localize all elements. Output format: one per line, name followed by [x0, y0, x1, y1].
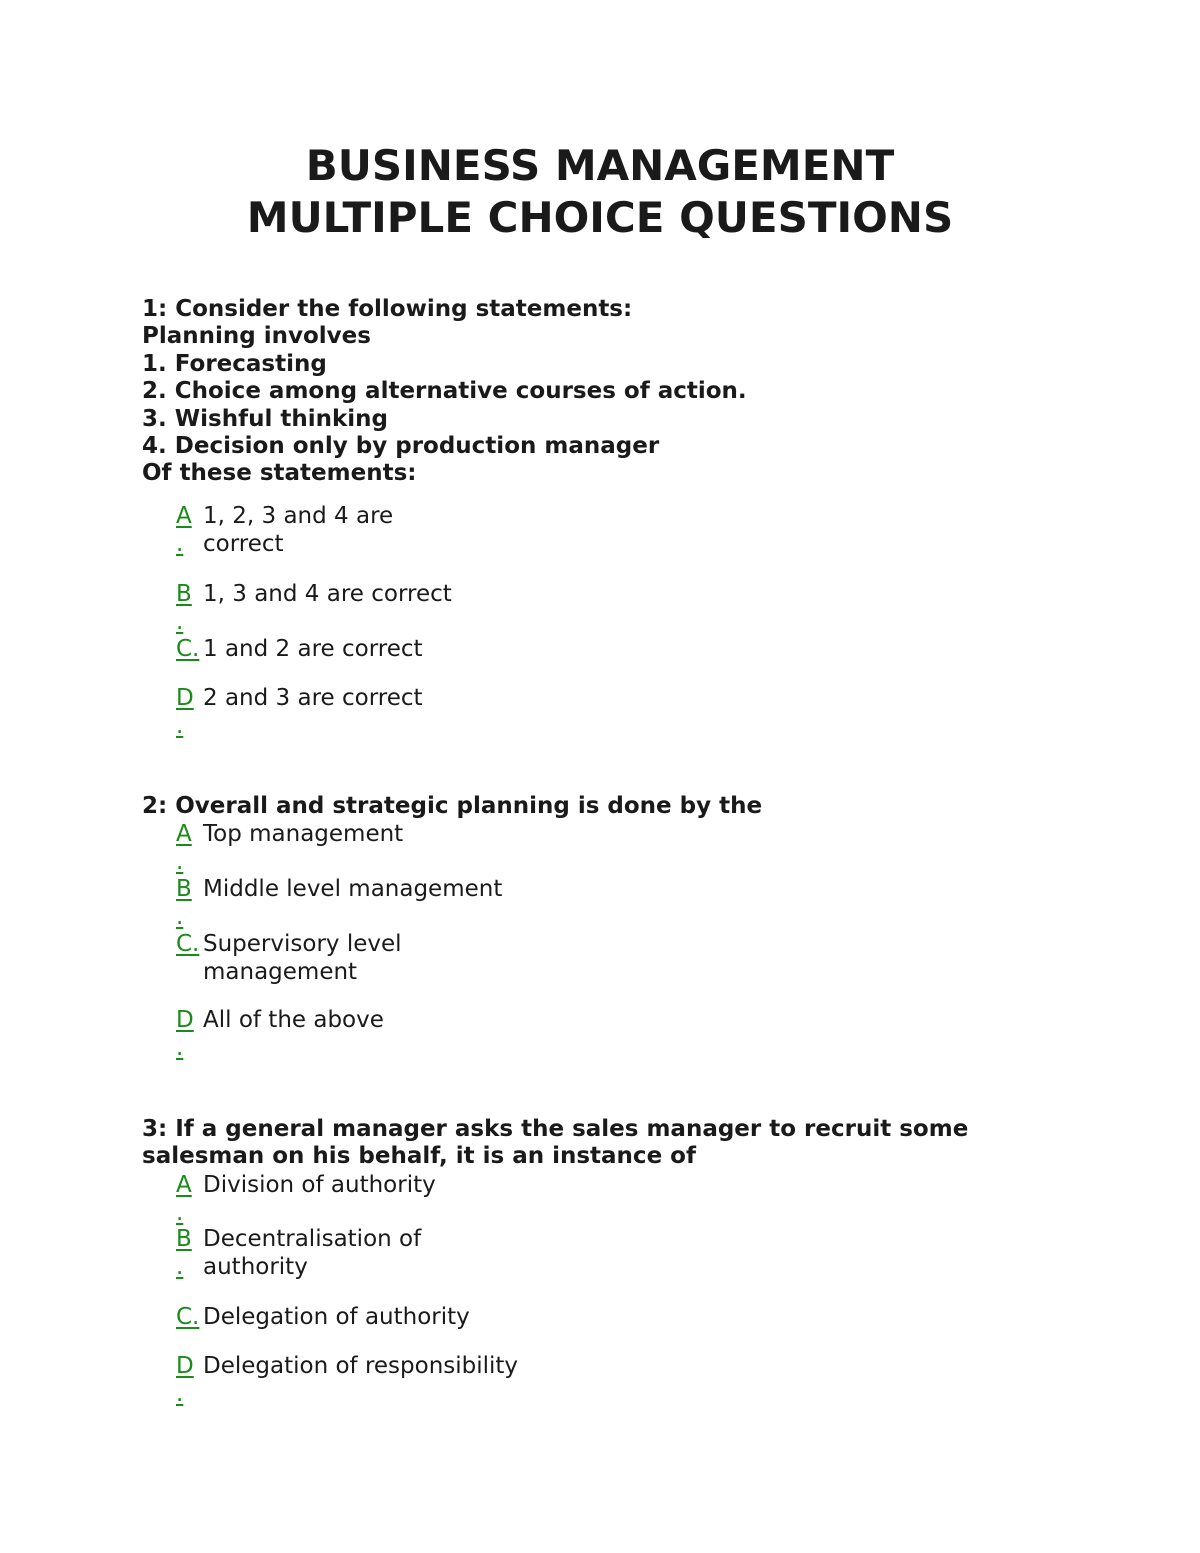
option-letter — [176, 684, 204, 740]
option-text-line: All of the above — [203, 1007, 384, 1033]
question-3-line: 3: If a general manager asks the sales manager to recruit some — [142, 1116, 969, 1142]
option-letter — [176, 930, 204, 958]
option-text — [203, 820, 403, 848]
option-letter-part: A — [176, 503, 192, 529]
option-letter-part: B — [176, 1226, 192, 1252]
option-letter-part: B — [176, 581, 192, 607]
document-title-line-2: MULTIPLE CHOICE QUESTIONS — [246, 193, 954, 242]
option-letter — [176, 820, 204, 876]
option-letter-part: A — [176, 1172, 192, 1198]
question-1-line: Planning involves — [142, 323, 371, 350]
option-letter — [176, 580, 204, 636]
option-letter-part: . — [176, 1381, 184, 1407]
option-text-line: correct — [203, 531, 284, 557]
question-1-line: 1. Forecasting — [142, 350, 327, 377]
option-letter — [176, 875, 204, 931]
question-2 — [142, 793, 762, 820]
option-text-line: authority — [203, 1254, 308, 1280]
question-1-line: 4. Decision only by production manager — [142, 433, 660, 460]
option-letter-part: . — [176, 531, 184, 557]
option-text — [203, 502, 393, 558]
option-text-line: Middle level management — [203, 876, 503, 902]
option-text-line: 2 and 3 are correct — [203, 685, 423, 711]
option-text-line: 1, 2, 3 and 4 are — [203, 503, 394, 529]
option-letter-part: D — [176, 1007, 194, 1033]
option-text — [203, 580, 452, 608]
option-letter-part: A — [176, 821, 192, 847]
option-text — [203, 1303, 470, 1331]
question-3 — [142, 1116, 968, 1171]
option-letter-part: . — [176, 904, 184, 930]
question-1-line: 1: Consider the following statements: — [142, 296, 633, 322]
option-letter-part: D — [176, 685, 194, 711]
option-letter-part: . — [176, 1035, 184, 1061]
option-letter — [176, 1171, 204, 1227]
option-letter — [176, 635, 204, 663]
option-letter-part: C. — [176, 1304, 200, 1330]
option-text — [203, 1006, 384, 1034]
document-title-line-1: BUSINESS MANAGEMENT — [305, 141, 895, 190]
option-letter — [176, 1006, 204, 1062]
option-letter-part: C. — [176, 636, 200, 662]
option-text — [203, 930, 402, 986]
option-letter-part: D — [176, 1353, 194, 1379]
option-text-line: Top management — [203, 821, 404, 847]
option-letter — [176, 1352, 204, 1408]
option-text — [203, 1225, 421, 1281]
option-text-line: 1 and 2 are correct — [203, 636, 423, 662]
option-text — [203, 875, 502, 903]
option-letter-part: . — [176, 1254, 184, 1280]
option-text-line: Delegation of authority — [203, 1304, 470, 1330]
option-text — [203, 684, 423, 712]
option-letter — [176, 502, 204, 558]
option-text-line: Supervisory level — [203, 931, 402, 957]
option-text-line: Decentralisation of — [203, 1226, 422, 1252]
question-1-line: 2. Choice among alternative courses of action. — [142, 378, 747, 405]
option-letter-part: C. — [176, 931, 200, 957]
option-letter — [176, 1225, 204, 1281]
option-text-line: Delegation of responsibility — [203, 1353, 519, 1379]
question-3-line: salesman on his behalf, it is an instance of — [142, 1143, 696, 1170]
question-2-line: 2: Overall and strategic planning is done by the — [142, 793, 763, 819]
option-text-line: management — [203, 959, 358, 985]
option-text-line: 1, 3 and 4 are correct — [203, 581, 452, 607]
question-1-line: Of these statements: — [142, 460, 417, 487]
option-text — [203, 1171, 436, 1199]
option-text — [203, 1352, 518, 1380]
option-letter-part: . — [176, 849, 184, 875]
option-letter-part: . — [176, 713, 184, 739]
option-letter-part: . — [176, 1200, 184, 1226]
question-1-line: 3. Wishful thinking — [142, 405, 388, 432]
option-text-line: Division of authority — [203, 1172, 436, 1198]
option-letter-part: B — [176, 876, 192, 902]
question-1 — [142, 296, 747, 488]
option-letter-part: . — [176, 609, 184, 635]
option-letter — [176, 1303, 204, 1331]
option-text — [203, 635, 423, 663]
